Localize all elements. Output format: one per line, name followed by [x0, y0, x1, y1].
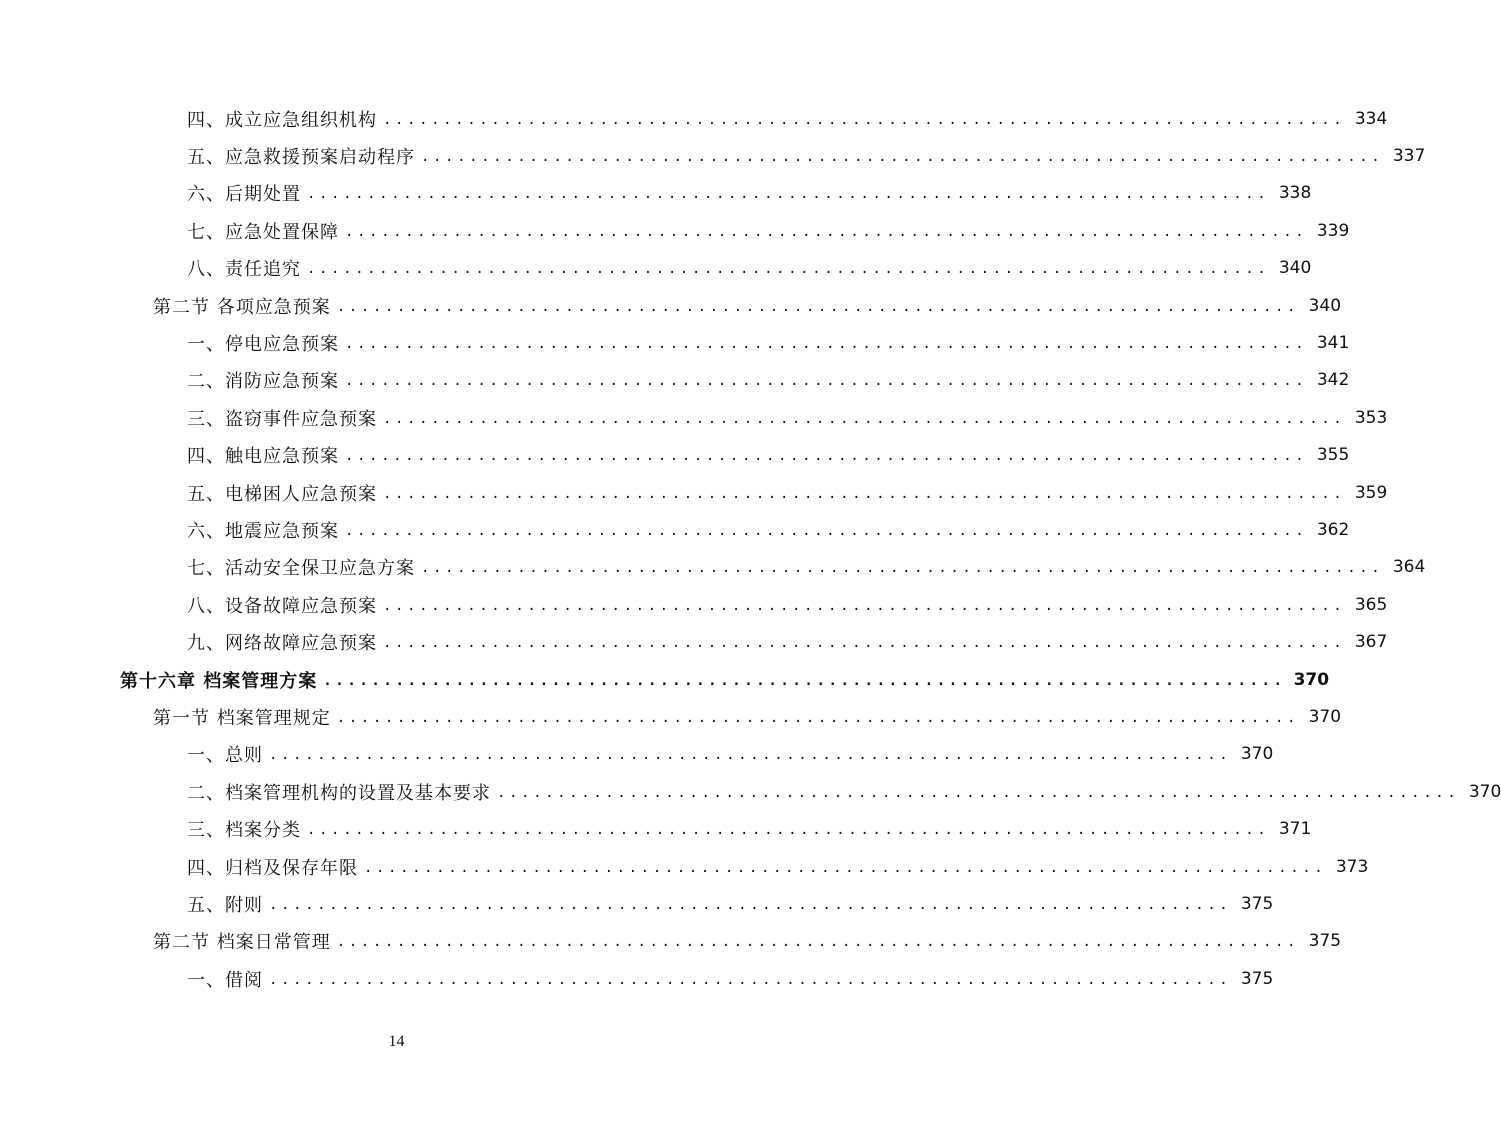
toc-entry-title: 九、网络故障应急预案 — [187, 633, 377, 655]
toc-entry-title: 一、停电应急预案 — [187, 334, 339, 356]
toc-entry-page-number: 375 — [1240, 968, 1274, 989]
toc-entry-page-number: 339 — [1316, 220, 1350, 241]
toc-dot-leader: ................................................................................ — [421, 149, 1384, 166]
toc-entry-page-number: 340 — [1278, 258, 1312, 279]
toc-subsection-entry[interactable] — [0, 511, 1350, 548]
toc-subsection-entry[interactable] — [0, 885, 1274, 922]
toc-entry-title: 第十六章 档案管理方案 — [120, 670, 318, 692]
toc-dot-leader: ................................................................................ — [307, 822, 1270, 839]
toc-entry-page-number: 371 — [1278, 819, 1312, 840]
toc-entry-title: 三、盗窃事件应急预案 — [187, 408, 377, 430]
toc-dot-leader: ................................................................................ — [269, 747, 1232, 764]
toc-entry-title: 第二节 档案日常管理 — [153, 932, 331, 954]
toc-entry-title: 四、触电应急预案 — [187, 446, 339, 468]
toc-dot-leader: ................................................................................ — [336, 709, 1300, 726]
toc-entry-title: 四、归档及保存年限 — [187, 857, 358, 879]
toc-dot-leader: ................................................................................ — [336, 298, 1300, 315]
toc-subsection-entry[interactable] — [0, 773, 1501, 810]
toc-entry-page-number: 340 — [1308, 295, 1342, 316]
toc-entry-title: 四、成立应急组织机构 — [187, 109, 377, 131]
toc-entry-page-number: 370 — [1468, 781, 1501, 802]
toc-dot-leader: ................................................................................ — [345, 522, 1308, 539]
toc-entry-page-number: 338 — [1278, 183, 1312, 204]
toc-entry-page-number: 353 — [1354, 407, 1388, 428]
toc-dot-leader: ................................................................................ — [383, 597, 1346, 614]
toc-subsection-entry[interactable] — [0, 399, 1388, 436]
toc-subsection-entry[interactable] — [0, 848, 1369, 885]
toc-subsection-entry[interactable] — [0, 212, 1350, 249]
toc-entry-page-number: 337 — [1392, 146, 1426, 167]
toc-entry-title: 六、后期处置 — [187, 184, 301, 206]
toc-dot-leader: ................................................................................ — [345, 373, 1308, 390]
toc-section-entry[interactable] — [0, 923, 1342, 960]
toc-dot-leader: ................................................................................ — [421, 560, 1384, 577]
toc-entry-page-number: 342 — [1316, 370, 1350, 391]
toc-subsection-entry[interactable] — [0, 736, 1274, 773]
toc-subsection-entry[interactable] — [0, 474, 1388, 511]
toc-entry-title: 五、附则 — [187, 894, 263, 916]
toc-dot-leader: ................................................................................ — [269, 971, 1232, 988]
toc-entry-title: 第二节 各项应急预案 — [153, 296, 331, 318]
toc-entry-page-number: 370 — [1240, 744, 1274, 765]
toc-entry-page-number: 341 — [1316, 333, 1350, 354]
toc-dot-leader: ................................................................................ — [345, 223, 1308, 240]
toc-entry-title: 一、借阅 — [187, 969, 263, 991]
toc-dot-leader: ................................................................................ — [364, 859, 1327, 876]
toc-entry-page-number: 370 — [1293, 669, 1330, 690]
toc-entry-title: 五、电梯困人应急预案 — [187, 483, 377, 505]
toc-dot-leader: ................................................................................ — [383, 635, 1346, 652]
toc-subsection-entry[interactable] — [0, 137, 1426, 174]
toc-entry-title: 三、档案分类 — [187, 820, 301, 842]
toc-entry-page-number: 334 — [1354, 108, 1388, 129]
toc-section-entry[interactable] — [0, 287, 1342, 324]
toc-entry-page-number: 367 — [1354, 632, 1388, 653]
toc-entry-page-number: 375 — [1308, 931, 1342, 952]
toc-entry-title: 二、档案管理机构的设置及基本要求 — [187, 782, 491, 804]
toc-dot-leader: ................................................................................ — [269, 896, 1232, 913]
page-number: 14 — [388, 1033, 405, 1050]
toc-subsection-entry[interactable] — [0, 175, 1312, 212]
toc-dot-leader: ................................................................................ — [307, 186, 1270, 203]
toc-chapter-entry[interactable] — [0, 661, 1330, 698]
toc-dot-leader: ................................................................................ — [345, 336, 1308, 353]
toc-entry-page-number: 359 — [1354, 482, 1388, 503]
toc-dot-leader: ................................................................................ — [497, 784, 1460, 801]
toc-dot-leader: ................................................................................ — [336, 934, 1300, 951]
toc-subsection-entry[interactable] — [0, 324, 1350, 361]
toc-subsection-entry[interactable] — [0, 960, 1274, 997]
toc-entry-title: 第一节 档案管理规定 — [153, 707, 331, 729]
toc-entry-title: 七、应急处置保障 — [187, 221, 339, 243]
toc-subsection-entry[interactable] — [0, 362, 1350, 399]
toc-subsection-entry[interactable] — [0, 100, 1388, 137]
toc-dot-leader: ................................................................................ — [323, 672, 1286, 689]
toc-entry-page-number: 362 — [1316, 519, 1350, 540]
toc-dot-leader: ................................................................................ — [345, 448, 1308, 465]
toc-subsection-entry[interactable] — [0, 623, 1388, 660]
toc-subsection-entry[interactable] — [0, 250, 1312, 287]
toc-entry-page-number: 364 — [1392, 557, 1426, 578]
toc-dot-leader: ................................................................................ — [383, 111, 1346, 128]
toc-entry-title: 七、活动安全保卫应急方案 — [187, 558, 415, 580]
toc-entry-title: 二、消防应急预案 — [187, 371, 339, 393]
toc-section-entry[interactable] — [0, 698, 1342, 735]
toc-entry-page-number: 373 — [1335, 856, 1369, 877]
toc-entry-title: 八、设备故障应急预案 — [187, 595, 377, 617]
toc-subsection-entry[interactable] — [0, 549, 1426, 586]
toc-entry-title: 一、总则 — [187, 745, 263, 767]
toc-entry-page-number: 370 — [1308, 706, 1342, 727]
toc-entry-title: 五、应急救援预案启动程序 — [187, 147, 415, 169]
toc-entry-title: 六、地震应急预案 — [187, 520, 339, 542]
toc-entry-page-number: 375 — [1240, 893, 1274, 914]
toc-subsection-entry[interactable] — [0, 586, 1388, 623]
toc-entry-page-number: 365 — [1354, 594, 1388, 615]
toc-subsection-entry[interactable] — [0, 810, 1312, 847]
toc-subsection-entry[interactable] — [0, 437, 1350, 474]
toc-dot-leader: ................................................................................ — [383, 410, 1346, 427]
toc-dot-leader: ................................................................................ — [383, 485, 1346, 502]
toc-dot-leader: ................................................................................ — [307, 261, 1270, 278]
toc-entry-title: 八、责任追究 — [187, 259, 301, 281]
toc-entry-page-number: 355 — [1316, 445, 1350, 466]
table-of-contents — [0, 100, 1501, 997]
